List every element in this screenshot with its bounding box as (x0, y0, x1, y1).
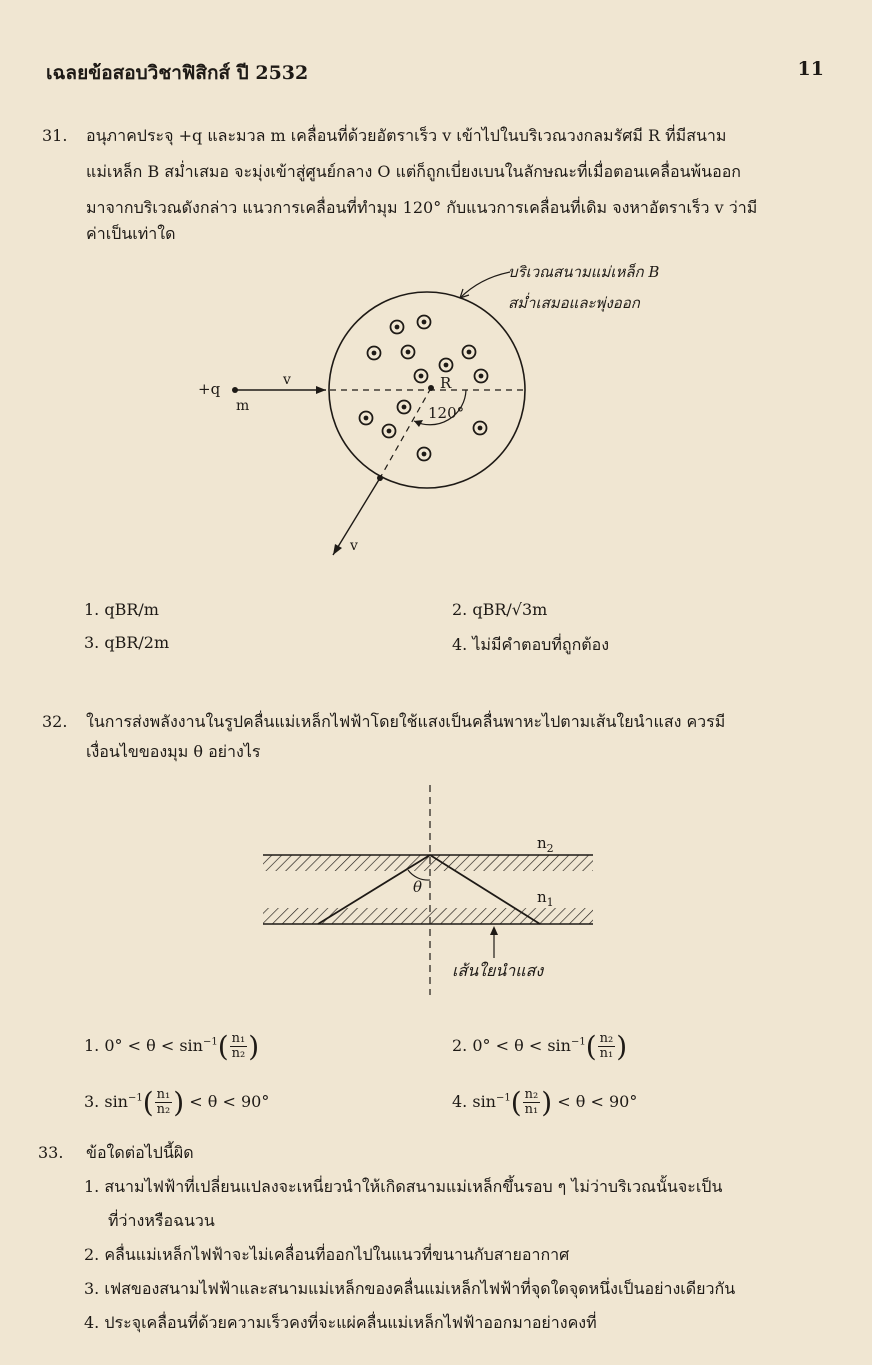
q31-line-4: ค่าเป็นเท่าใด (86, 224, 176, 243)
n2-label: $n_2$ (537, 834, 554, 855)
q33-option-1: 1. สนามไฟฟ้าที่เปลี่ยนแปลงจะเหนี่ยวนำให้เกิดสนามแม่เหล็กขึ้นรอบ ๆ ไม่ว่าบริเวณนั้นจะเป็น (84, 1177, 723, 1196)
q32-optical-fiber-diagram (0, 780, 872, 1010)
field-symbol-dot (419, 374, 424, 379)
region-label-1: บริเวณสนามแม่เหล็ก B (508, 263, 660, 281)
upper-cladding (263, 855, 593, 871)
incoming-arrowhead (316, 386, 326, 394)
q32-option-2: 2. $0^\circ < \theta < \sin^{-1}$( $\frac{\text{n₂}}{\text{n₁}}$ ) (452, 1030, 628, 1063)
q31-line-3: มาจากบริเวณดังกล่าว แนวการเคลื่อนที่ทำมุม 120° กับแนวการเคลื่อนที่เดิม จงหาอัตราเร็ว v ว่ามี (86, 198, 758, 217)
field-symbol-dot (479, 374, 484, 379)
fiber-label: เส้นใยนำแสง (452, 961, 544, 980)
q31-line-2: แม่เหล็ก B สม่ำเสมอ จะมุ่งเข้าสู่ศูนย์กลาง O แต่ก็ถูกเบี่ยงเบนในลักษณะที่เมื่อตอนเคลื่อนพ้นออก (86, 162, 741, 181)
field-symbol-dot (395, 325, 400, 330)
q31-option-2: 2. qBR/√3m (452, 600, 548, 619)
q31-magnetic-field-diagram (0, 250, 872, 570)
q32-line-2: เงื่อนไขของมุม θ อย่างไร (86, 742, 261, 761)
q32-stem (86, 704, 836, 770)
v-in-label: v (283, 372, 291, 388)
q33-options (84, 1170, 834, 1340)
q33-option-2: 2. คลื่นแม่เหล็กไฟฟ้าจะไม่เคลื่อนที่ออกไปในแนวที่ขนานกับสายอากาศ (84, 1245, 570, 1264)
q33-option-1-cont: ที่ว่างหรือฉนวน (108, 1211, 215, 1230)
mass-label: m (236, 398, 250, 414)
field-symbol-dot (422, 320, 427, 325)
q31-number: 31. (42, 126, 68, 145)
field-symbol-dot (387, 429, 392, 434)
field-out-of-page-symbols (360, 316, 488, 461)
page-header-title: เฉลยข้อสอบวิชาฟิสิกส์ ปี 2532 (46, 62, 309, 84)
q31-option-1: 1. qBR/m (84, 600, 159, 619)
lower-cladding (263, 908, 593, 924)
field-symbol-dot (478, 426, 483, 431)
field-symbol-dot (364, 416, 369, 421)
theta-label: θ (413, 878, 423, 896)
region-label-2: สม่ำเสมอและพุ่งออก (508, 294, 640, 312)
n1-label: $n_1$ (537, 888, 554, 909)
q32-line-1: ในการส่งพลังงานในรูปคลื่นแม่เหล็กไฟฟ้าโดยใช้แสงเป็นคลื่นพาหะไปตามเส้นใยนำแสง ควรมี (86, 712, 726, 731)
field-symbol-dot (444, 363, 449, 368)
q31-option-3: 3. qBR/2m (84, 633, 170, 652)
q33-stem: ข้อใดต่อไปนี้ผิด (86, 1143, 194, 1162)
field-symbol-dot (422, 452, 427, 457)
q32-number: 32. (42, 712, 68, 731)
field-symbol-dot (406, 350, 411, 355)
q33-option-4: 4. ประจุเคลื่อนที่ด้วยความเร็วคงที่จะแผ่คลื่นแม่เหล็กไฟฟ้าออกมาอย่างคงที่ (84, 1313, 597, 1332)
q31-option-4: 4. ไม่มีคำตอบที่ถูกต้อง (452, 635, 610, 654)
v-out-label: v (350, 538, 358, 554)
center-dot (428, 385, 434, 391)
outgoing-arrowhead (333, 544, 342, 555)
q32-option-3: 3. $\sin^{-1}$( $\frac{\text{n₁}}{\text{n₂}}$ ) < θ < 90° (84, 1086, 270, 1119)
q31-line-1: อนุภาคประจุ +q และมวล m เคลื่อนที่ด้วยอัตราเร็ว v เข้าไปในบริเวณวงกลมรัศมี R ที่มีสนาม (86, 126, 727, 145)
charge-label: +q (198, 380, 221, 398)
fiber-pointer-arrowhead (490, 926, 498, 935)
q31-stem (86, 118, 836, 252)
page-number: 11 (797, 58, 824, 80)
q32-option-1: 1. $0^\circ < \theta < \sin^{-1}$( $\frac{\text{n₁}}{\text{n₂}}$ ) (84, 1030, 260, 1063)
q33-option-3: 3. เฟสของสนามไฟฟ้าและสนามแม่เหล็กของคลื่นแม่เหล็กไฟฟ้าที่จุดใดจุดหนึ่งเป็นอย่างเดียวกัน (84, 1279, 736, 1298)
q32-option-4: 4. $\sin^{-1}$( $\frac{\text{n₂}}{\text{n₁}}$ ) < θ < 90° (452, 1086, 638, 1119)
field-symbol-dot (372, 351, 377, 356)
field-symbol-dot (402, 405, 407, 410)
angle-label: 120° (428, 404, 465, 422)
field-symbol-dot (467, 350, 472, 355)
radius-label: R (440, 374, 452, 392)
q33-number: 33. (38, 1143, 64, 1162)
label-leader-line (460, 272, 510, 298)
